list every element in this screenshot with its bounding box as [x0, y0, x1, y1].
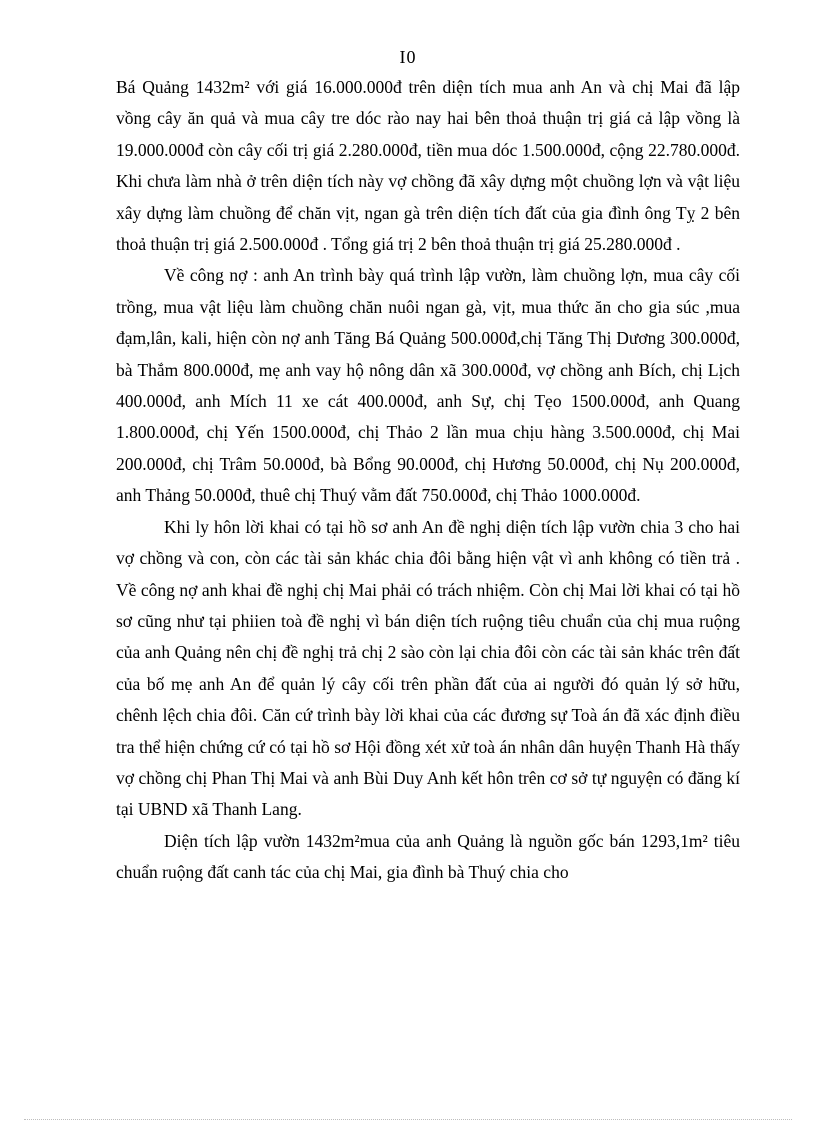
page-bottom-divider — [24, 1119, 792, 1120]
paragraph-4: Diện tích lập vườn 1432m²mua của anh Quảng là nguồn gốc bán 1293,1m² tiêu chuẩn ruộng đất canh tác của chị Mai, gia đình bà Thuý chia cho — [116, 830, 740, 883]
page-number: I0 — [399, 47, 417, 67]
paragraph-1: Bá Quảng 1432m² với giá 16.000.000đ trên diện tích mua anh An và chị Mai đã lập vồng cây ăn quả và mua cây tre dóc rào nay hai bên thoả thuận trị giá cả lập vồng là 19.000.000đ còn cây cối trị giá 2.280.000đ, tiền mua dóc 1.500.000đ, cộng 22.780.000đ. Khi chưa làm nhà ở trên diện tích này vợ chồng đã xây dựng một chuồng lợn và vật liệu xây dựng làm chuồng để chăn vịt, ngan gà trên diện tích đất của gia đình ông Tỵ 2 bên thoả thuận trị giá 2.500.000đ . Tổng giá trị 2 bên thoả thuận trị giá 25.280.000đ . — [116, 77, 740, 255]
document-body — [116, 72, 740, 889]
paragraph-3: Khi ly hôn lời khai có tại hồ sơ anh An đề nghị diện tích lập vườn chia 3 cho hai vợ chồng và con, còn các tài sản khác chia đôi bằng hiện vật vì anh không có tiền trả . Về công nợ anh khai đề nghị chị Mai phải có trách nhiệm. Còn chị Mai lời khai có tại hồ sơ cũng như tại phiien toà đề nghị vì bán diện tích ruộng tiêu chuẩn của chị mua ruộng của anh Quảng nên chị đề nghị trả chị 2 sào còn lại chia đôi còn các tài sản khác trên đất của bố mẹ anh An để quản lý cây cối trên phần đất của ai người đó quản lý sở hữu, chênh lệch chia đôi. Căn cứ trình bày lời khai của các đương sự Toà án đã xác định điều tra thể hiện chứng cứ có tại hồ sơ Hội đồng xét xử toà án nhân dân huyện Thanh Hà thấy vợ chồng chị Phan Thị Mai và anh Bùi Duy Anh kết hôn trên cơ sở tự nguyện có đăng kí tại UBND xã Thanh Lang. — [116, 516, 740, 820]
paragraph-2: Về công nợ : anh An trình bày quá trình lập vườn, làm chuồng lợn, mua cây cối trồng, mua vật liệu làm chuồng chăn nuôi ngan gà, vịt, mua thức ăn cho gia súc ,mua đạm,lân, kali, hiện còn nợ anh Tăng Bá Quảng 500.000đ,chị Tăng Thị Dương 300.000đ, bà Thắm 800.000đ, mẹ anh vay hộ nông dân xã 300.000đ, vợ chồng anh Bích, chị Lịch 400.000đ, anh Mích 11 xe cát 400.000đ, anh Sự, chị Tẹo 1500.000đ, anh Quang 1.800.000đ, chị Yến 1500.000đ, chị Thảo 2 lần mua chịu hàng 3.500.000đ, chị Mai 200.000đ, chị Trâm 50.000đ, bà Bổng 90.000đ, chị Hương 50.000đ, chị Nụ 200.000đ, anh Thảng 50.000đ, thuê chị Thuý vằm đất 750.000đ, chị Thảo 1000.000đ. — [116, 265, 740, 506]
